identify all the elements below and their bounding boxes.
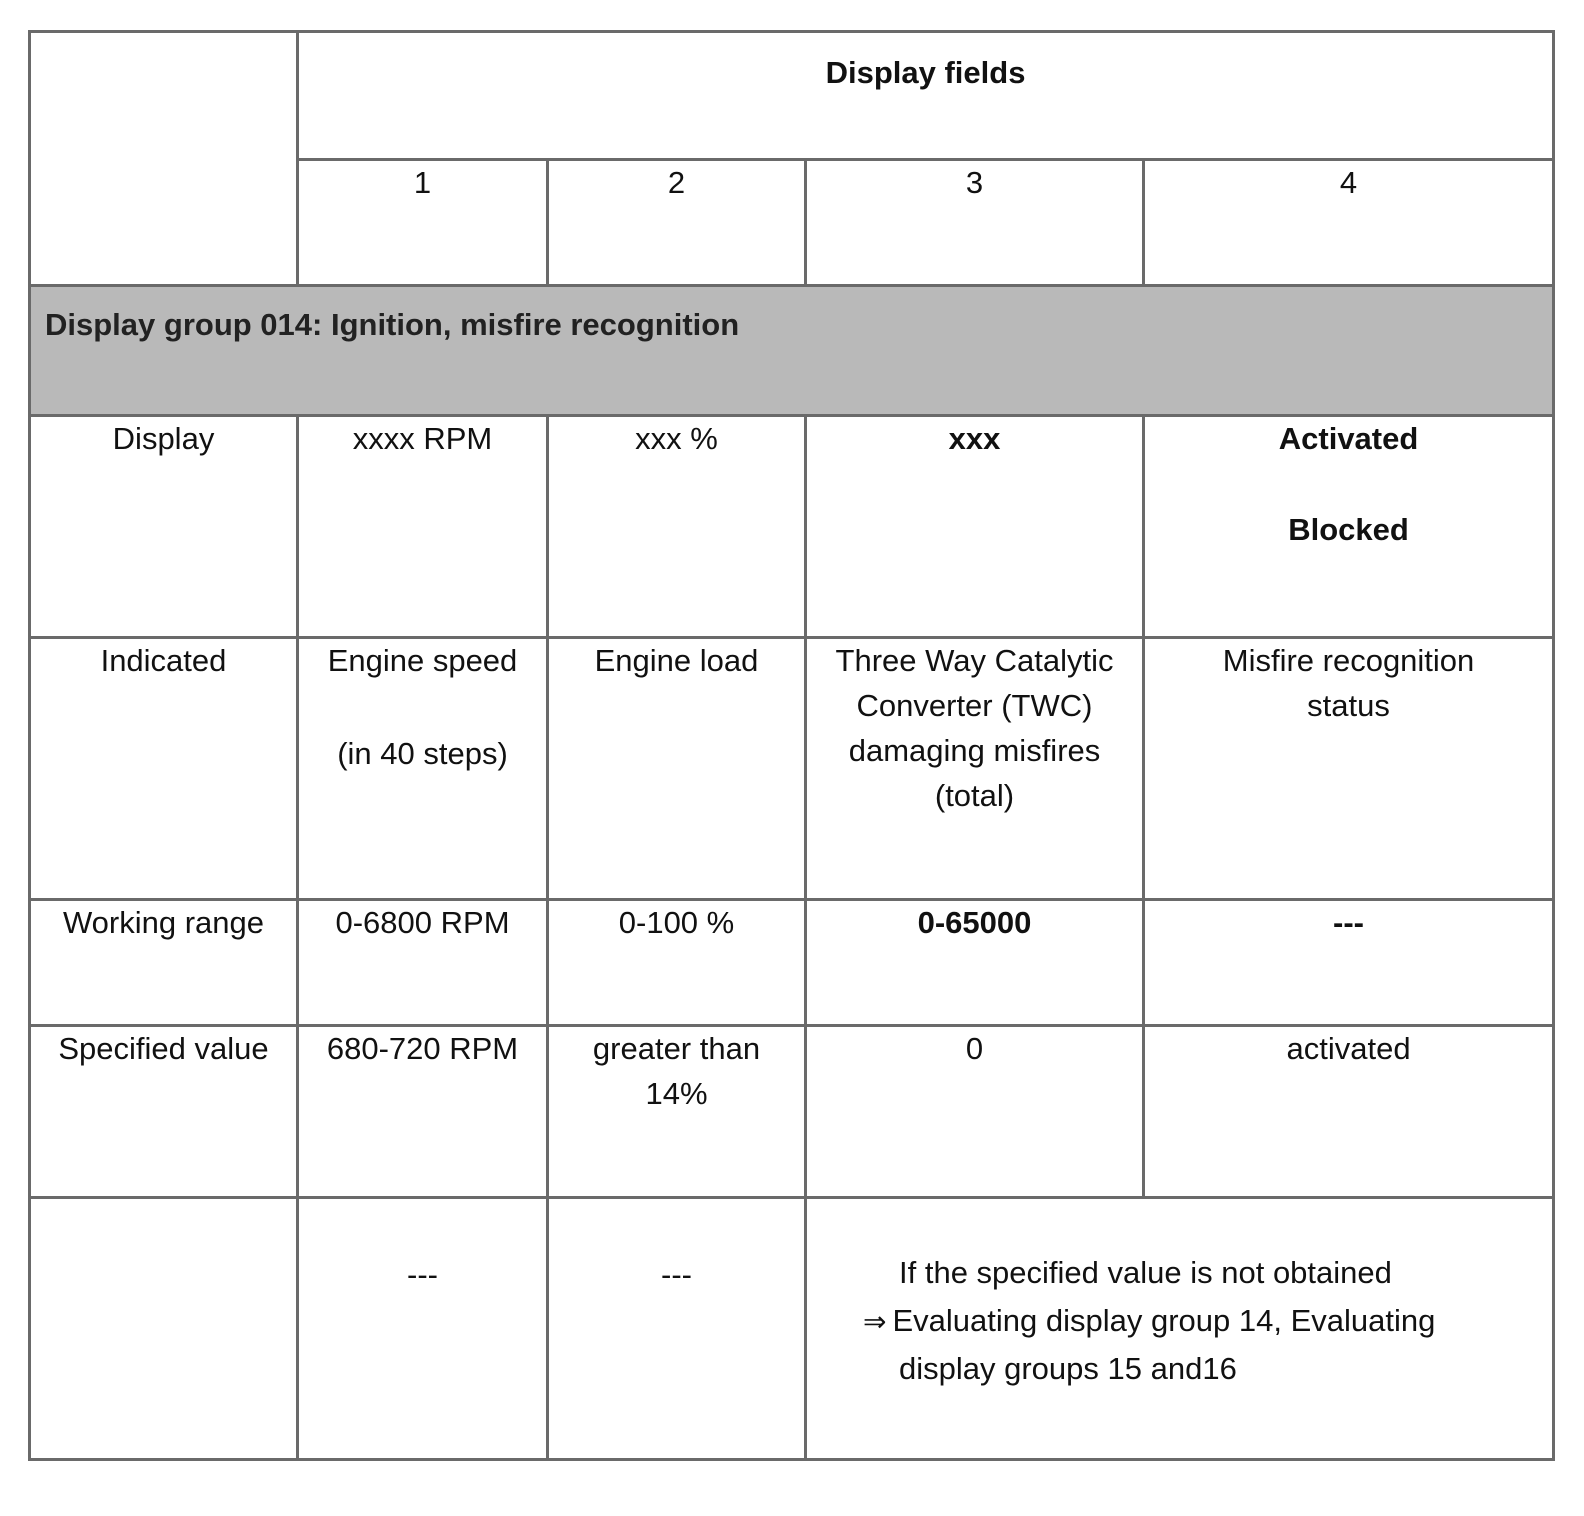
specified-field-4: activated xyxy=(1144,1026,1554,1198)
display-field-3: xxx xyxy=(806,416,1144,638)
indicated-twc-line-4: (total) xyxy=(934,777,1015,813)
field-number-3: 3 xyxy=(806,160,1144,286)
row-indicated xyxy=(30,638,1554,900)
specified-field-2 xyxy=(548,1026,806,1198)
specified-field-3: 0 xyxy=(806,1026,1144,1198)
field-number-2: 2 xyxy=(548,160,806,286)
notes-field-1: --- xyxy=(298,1198,548,1460)
header-row xyxy=(30,32,1554,160)
display-activated: Activated xyxy=(1278,421,1419,456)
indicated-twc-line-2: Converter (TWC) xyxy=(856,687,1093,723)
row-label-indicated: Indicated xyxy=(30,638,298,900)
working-field-2: 0-100 % xyxy=(548,900,806,1026)
display-blocked: Blocked xyxy=(1288,511,1409,547)
indicated-engine-speed: Engine speed xyxy=(327,643,518,678)
row-display xyxy=(30,416,1554,638)
display-fields-heading: Display fields xyxy=(298,32,1554,160)
indicated-field-3 xyxy=(806,638,1144,900)
row-notes xyxy=(30,1198,1554,1460)
indicated-misfire-line-1: Misfire recognition xyxy=(1222,643,1475,678)
group-title-cell xyxy=(30,286,1554,416)
working-field-3: 0-65000 xyxy=(806,900,1144,1026)
display-field-2: xxx % xyxy=(548,416,806,638)
display-group-table xyxy=(28,30,1555,1461)
field-number-1: 1 xyxy=(298,160,548,286)
header-corner-cell xyxy=(30,32,298,286)
notes-line-1: If the specified value is not obtained xyxy=(899,1255,1392,1290)
notes-line-3: display groups 15 and16 xyxy=(899,1351,1237,1387)
indicated-field-1 xyxy=(298,638,548,900)
row-specified-value xyxy=(30,1026,1554,1198)
row-label-working-range: Working range xyxy=(30,900,298,1026)
indicated-steps: (in 40 steps) xyxy=(337,735,508,771)
specified-greater-than: greater than xyxy=(592,1031,761,1066)
indicated-misfire-line-2: status xyxy=(1307,687,1390,723)
document-page xyxy=(28,30,1552,1490)
specified-field-1: 680-720 RPM xyxy=(298,1026,548,1198)
display-field-1: xxxx RPM xyxy=(298,416,548,638)
display-field-4 xyxy=(1144,416,1554,638)
indicated-field-2: Engine load xyxy=(548,638,806,900)
row-label-specified-value: Specified value xyxy=(30,1026,298,1198)
working-field-1: 0-6800 RPM xyxy=(298,900,548,1026)
notes-line-2 xyxy=(863,1297,1435,1345)
notes-field-2: --- xyxy=(548,1198,806,1460)
working-field-4: --- xyxy=(1144,900,1554,1026)
row-label-notes xyxy=(30,1198,298,1460)
indicated-field-4 xyxy=(1144,638,1554,900)
row-label-display: Display xyxy=(30,416,298,638)
group-title-row xyxy=(30,286,1554,416)
notes-remedy-text xyxy=(863,1249,1435,1393)
notes-reference-link[interactable]: Evaluating display group 14, Evaluating xyxy=(892,1303,1436,1339)
specified-percent: 14% xyxy=(645,1075,708,1111)
notes-remedy-cell xyxy=(806,1198,1554,1460)
field-number-4: 4 xyxy=(1144,160,1554,286)
arrow-right-icon: ⇒ xyxy=(863,1306,887,1338)
indicated-twc-line-3: damaging misfires xyxy=(848,732,1101,768)
row-working-range xyxy=(30,900,1554,1026)
indicated-twc-line-1: Three Way Catalytic xyxy=(835,643,1114,678)
group-title: Display group 014: Ignition, misfire recognition xyxy=(45,307,740,342)
